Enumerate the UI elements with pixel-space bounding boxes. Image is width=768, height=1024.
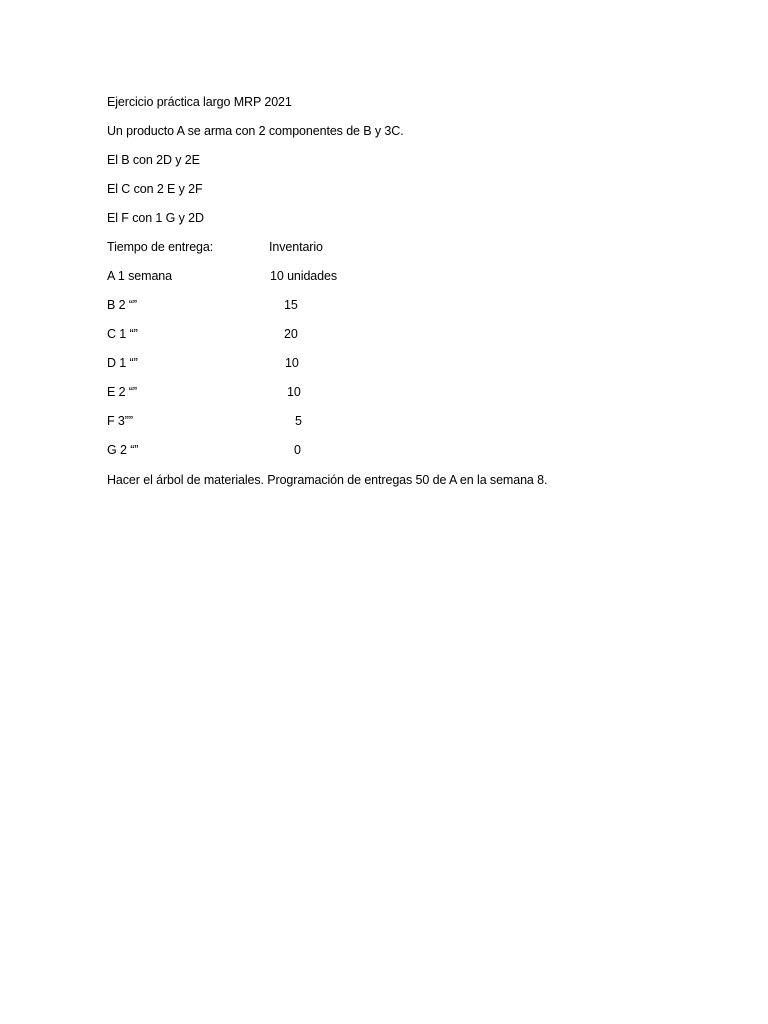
document-title: Ejercicio práctica largo MRP 2021 — [107, 95, 292, 109]
statement-component-b: El B con 2D y 2E — [107, 153, 200, 167]
table-row-inventory: 10 unidades — [270, 269, 338, 283]
statement-product-a: Un producto A se arma con 2 componentes de B y 3C. — [107, 124, 404, 138]
table-row-inventory: 10 — [285, 356, 299, 370]
table-row-inventory: 0 — [294, 443, 301, 457]
table-row-lead-time: C 1 “” — [107, 327, 138, 341]
table-row-inventory: 5 — [295, 414, 302, 428]
table-header-lead-time: Tiempo de entrega: — [107, 240, 214, 254]
table-row-inventory: 20 — [284, 327, 298, 341]
table-row-lead-time: F 3”” — [107, 414, 133, 428]
table-row-lead-time: G 2 “” — [107, 443, 139, 457]
table-row-inventory: 10 — [287, 385, 301, 399]
table-row-lead-time: A 1 semana — [107, 269, 173, 283]
table-row-inventory: 15 — [284, 298, 298, 312]
statement-component-f: El F con 1 G y 2D — [107, 211, 204, 225]
instruction-text: Hacer el árbol de materiales. Programación de entregas 50 de A en la semana 8. — [107, 473, 548, 487]
table-row-lead-time: D 1 “” — [107, 356, 138, 370]
table-row-lead-time: B 2 “” — [107, 298, 137, 312]
table-header-inventory: Inventario — [269, 240, 323, 254]
statement-component-c: El C con 2 E y 2F — [107, 182, 203, 196]
table-row-lead-time: E 2 “” — [107, 385, 137, 399]
